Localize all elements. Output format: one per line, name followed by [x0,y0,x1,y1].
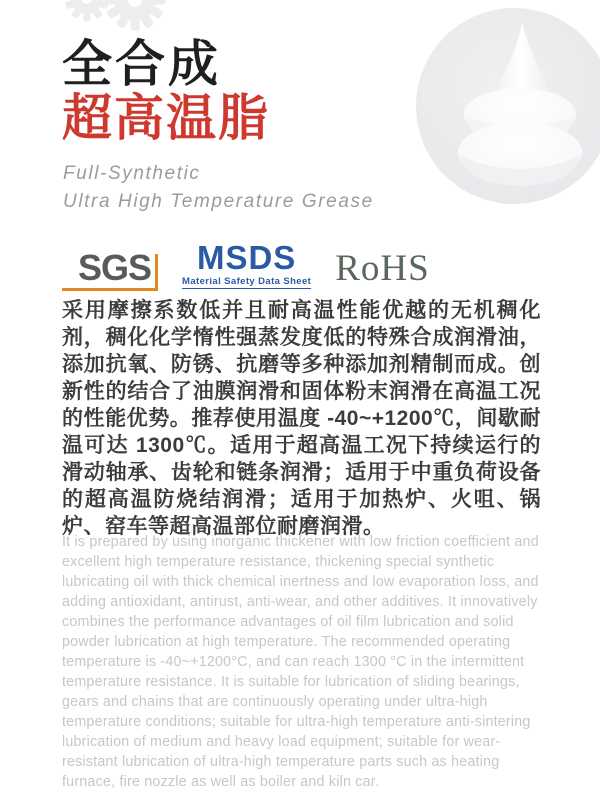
rohs-badge: RoHS [335,248,430,289]
sgs-badge [62,249,158,291]
certification-badges [62,241,430,291]
subtitle-en [63,160,374,216]
msds-badge-label: MSDS [196,239,297,276]
gear-icon [103,0,167,32]
product-photo-circle [416,8,600,204]
sgs-badge-label: SGS [78,247,152,288]
page-title [62,36,270,144]
subtitle-en-line2: Ultra High Temperature Grease [63,191,374,212]
description-english: It is prepared by using inorganic thickener with low friction coefficient and excellent high temperature resistance, thickening special synthetic lubricating oil with thick chemical inertness and low evaporation loss, and adding antioxidant, antirust, anti-wear, and other additives. It innovatively combines the performance advantages of oil film lubrication and solid powder lubrication at high temperature. The recommended operating temperature is -40~+1200°C, and can reach 1300 °C in the intermittent temperature resistance. It is suitable for lubrication of sliding bearings, gears and chains that are continuously operating under ultra-high temperature conditions; suitable for ultra-high temperature anti-sintering lubrication of medium and heavy load equipment; suitable for wear-resistant lubrication of ultra-high temperature parts such as heating furnace, fire nozzle as well as boiler and kiln car. [62,534,539,790]
msds-badge-sublabel: Material Safety Data Sheet [182,276,312,287]
subtitle-en-line1: Full-Synthetic [63,163,201,184]
description-chinese: 采用摩擦系数低并且耐高温性能优越的无机稠化剂，稠化化学惰性强蒸发度低的特殊合成润滑油，添加抗氧、防锈、抗磨等多种添加剂精制而成。创新性的结合了油膜润滑和固体粉末润滑在高温工况的性能优势。推荐使用温度 -40~+1200℃，间歇耐温可达 1300℃。适用于超高温工况下持续运行的滑动轴承、齿轮和链条润滑；适用于中重负荷设备的超高温防烧结润滑；适用于加热炉、火咀、锅炉、窑车等超高温部位耐磨润滑。 [62,299,541,538]
title-zh-line1: 全合成 [62,36,221,92]
msds-badge [182,241,311,291]
title-zh-line2: 超高温脂 [62,90,270,146]
grease-dollop-image [444,16,594,196]
